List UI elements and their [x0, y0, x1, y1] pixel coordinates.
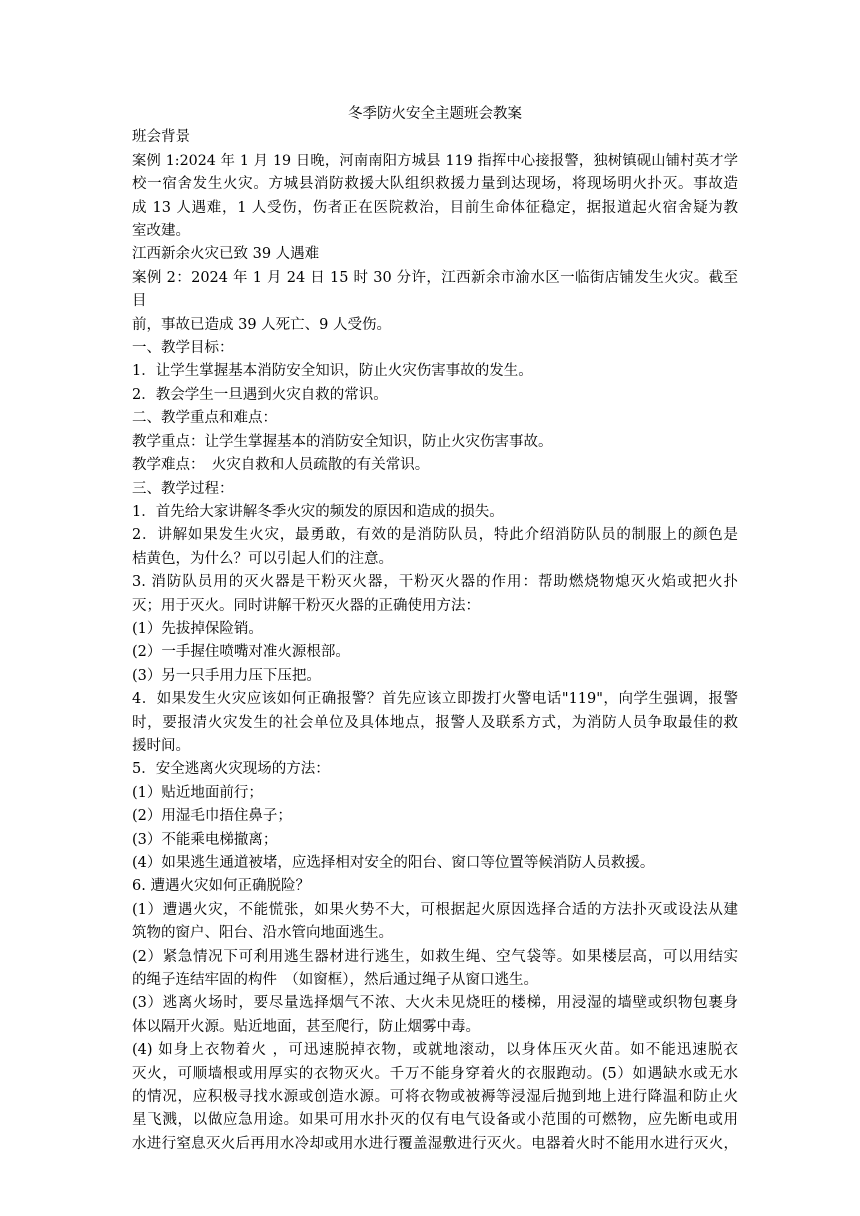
text-line: 援时间。: [132, 737, 190, 754]
text-line: 1．首先给大家讲解冬季火灾的频发的原因和造成的损失。: [132, 503, 504, 520]
text-line: 灭；用于灭火。同时讲解干粉灭火器的正确使用方法：: [132, 597, 480, 614]
text-line: 一、教学目标：: [132, 340, 234, 357]
text-line: (3）逃离火场时，要尽量选择烟气不浓、大火未见烧旺的楼梯，用浸湿的墙壁或织物包裹身: [132, 995, 738, 1012]
text-line: (2）紧急情况下可利用逃生器材进行逃生，如救生绳、空气袋等。如果楼层高，可以用结实: [132, 948, 738, 965]
text-line: (2）一手握住喷嘴对准火源根部。: [132, 644, 350, 661]
text-line: 二、教学重点和难点：: [132, 410, 277, 427]
text-line: 前，事故已造成 39 人死亡、9 人受伤。: [132, 316, 392, 333]
text-line: 1．让学生掌握基本消防安全知识，防止火灾伤害事故的发生。: [132, 363, 533, 380]
text-line: 的绳子连结牢固的构件 （如窗框），然后通过绳子从窗口逃生。: [132, 972, 538, 989]
text-line: 班会背景: [132, 129, 190, 146]
text-line: 教学难点： 火灾自救和人员疏散的有关常识。: [132, 457, 430, 474]
text-line: 2．教会学生一旦遇到火灾自救的常识。: [132, 386, 388, 403]
text-line: (3）不能乘电梯撤离；: [132, 831, 278, 848]
text-line: (4）如果逃生通道被堵，应选择相对安全的阳台、窗口等位置等候消防人员救援。: [132, 855, 655, 871]
document-page: [132, 103, 738, 1156]
text-line: 2．讲解如果发生火灾，最勇敢，有效的是消防队员，特此介绍消防队员的制服上的颜色是: [132, 527, 738, 544]
text-line: 教学重点：让学生掌握基本的消防安全知识，防止火灾伤害事故。: [132, 433, 553, 450]
document-body: [132, 126, 738, 1156]
text-line: 时，要报清火灾发生的社会单位及具体地点，报警人及联系方式，为消防人员争取最佳的救: [132, 714, 738, 731]
document-title: 冬季防火安全主题班会教案: [348, 106, 522, 122]
text-line: 4．如果发生火灾应该如何正确报警？首先应该立即拨打火警电话"119"，向学生强调，报警: [132, 691, 738, 708]
text-line: 室改建。: [132, 223, 190, 240]
text-line: (2）用湿毛巾捂住鼻子；: [132, 808, 292, 825]
text-line: 校一宿舍发生火灾。方城县消防救援大队组织救援力量到达现场，将现场明火扑灭。事故造: [132, 176, 738, 193]
text-line: (1）先拔掉保险销。: [132, 620, 263, 637]
text-line: 灭火，可顺墙根或用厚实的衣物灭火。千万不能身穿着火的衣服跑动。(5）如遇缺水或无水: [132, 1065, 738, 1082]
text-line: 6. 遭遇火灾如何正确脱险？: [132, 878, 310, 895]
text-line: (1）遭遇火灾，不能慌张，如果火势不大，可根据起火原因选择合适的方法扑灭或设法从建: [132, 901, 738, 918]
text-line: 桔黄色，为什么？可以引起人们的注意。: [132, 550, 393, 567]
text-line: 的情况，应积极寻找水源或创造水源。可将衣物或被褥等浸湿后抛到地上进行降温和防止火: [132, 1089, 738, 1106]
text-line: (4) 如身上衣物着火 ，可迅速脱掉衣物，或就地滚动，以身体压灭火苗。如不能迅速脱衣: [132, 1042, 738, 1059]
text-line: 江西新余火灾已致 39 人遇难: [132, 246, 320, 263]
text-line: 体以隔开火源。贴近地面，甚至爬行，防止烟雾中毒。: [132, 1018, 480, 1035]
text-line: 成 13 人遇难，1 人受伤，伤者正在医院救治，目前生命体征稳定，据报道起火宿舍疑为教: [132, 199, 738, 216]
text-line: 5．安全逃离火灾现场的方法：: [132, 761, 330, 778]
text-line: (1）贴近地面前行；: [132, 784, 263, 801]
text-line: 案例 2：2024 年 1 月 24 日 15 时 30 分许，江西新余市渝水区一临街店铺发生火灾。截至目: [132, 269, 738, 310]
text-line: 三、教学过程：: [132, 480, 234, 497]
text-line: 星飞溅，以做应急用途。如果可用水扑灭的仅有电气设备或小范围的可燃物，应先断电或用: [132, 1112, 738, 1129]
text-line: 3. 消防队员用的灭火器是干粉灭火器，干粉灭火器的作用：帮助燃烧物熄灭火焰或把火扑: [132, 574, 738, 591]
text-line: 筑物的窗户、阳台、沿水管向地面逃生。: [132, 925, 393, 942]
text-line: (3）另一只手用力压下压把。: [132, 667, 321, 684]
text-line: 案例 1:2024 年 1 月 19 日晚，河南南阳方城县 119 指挥中心接报警，独树镇砚山铺村英才学: [132, 152, 738, 169]
text-line: 水进行窒息灭火后再用水冷却或用水进行覆盖湿敷进行灭火。电器着火时不能用水进行灭火，: [132, 1135, 738, 1152]
